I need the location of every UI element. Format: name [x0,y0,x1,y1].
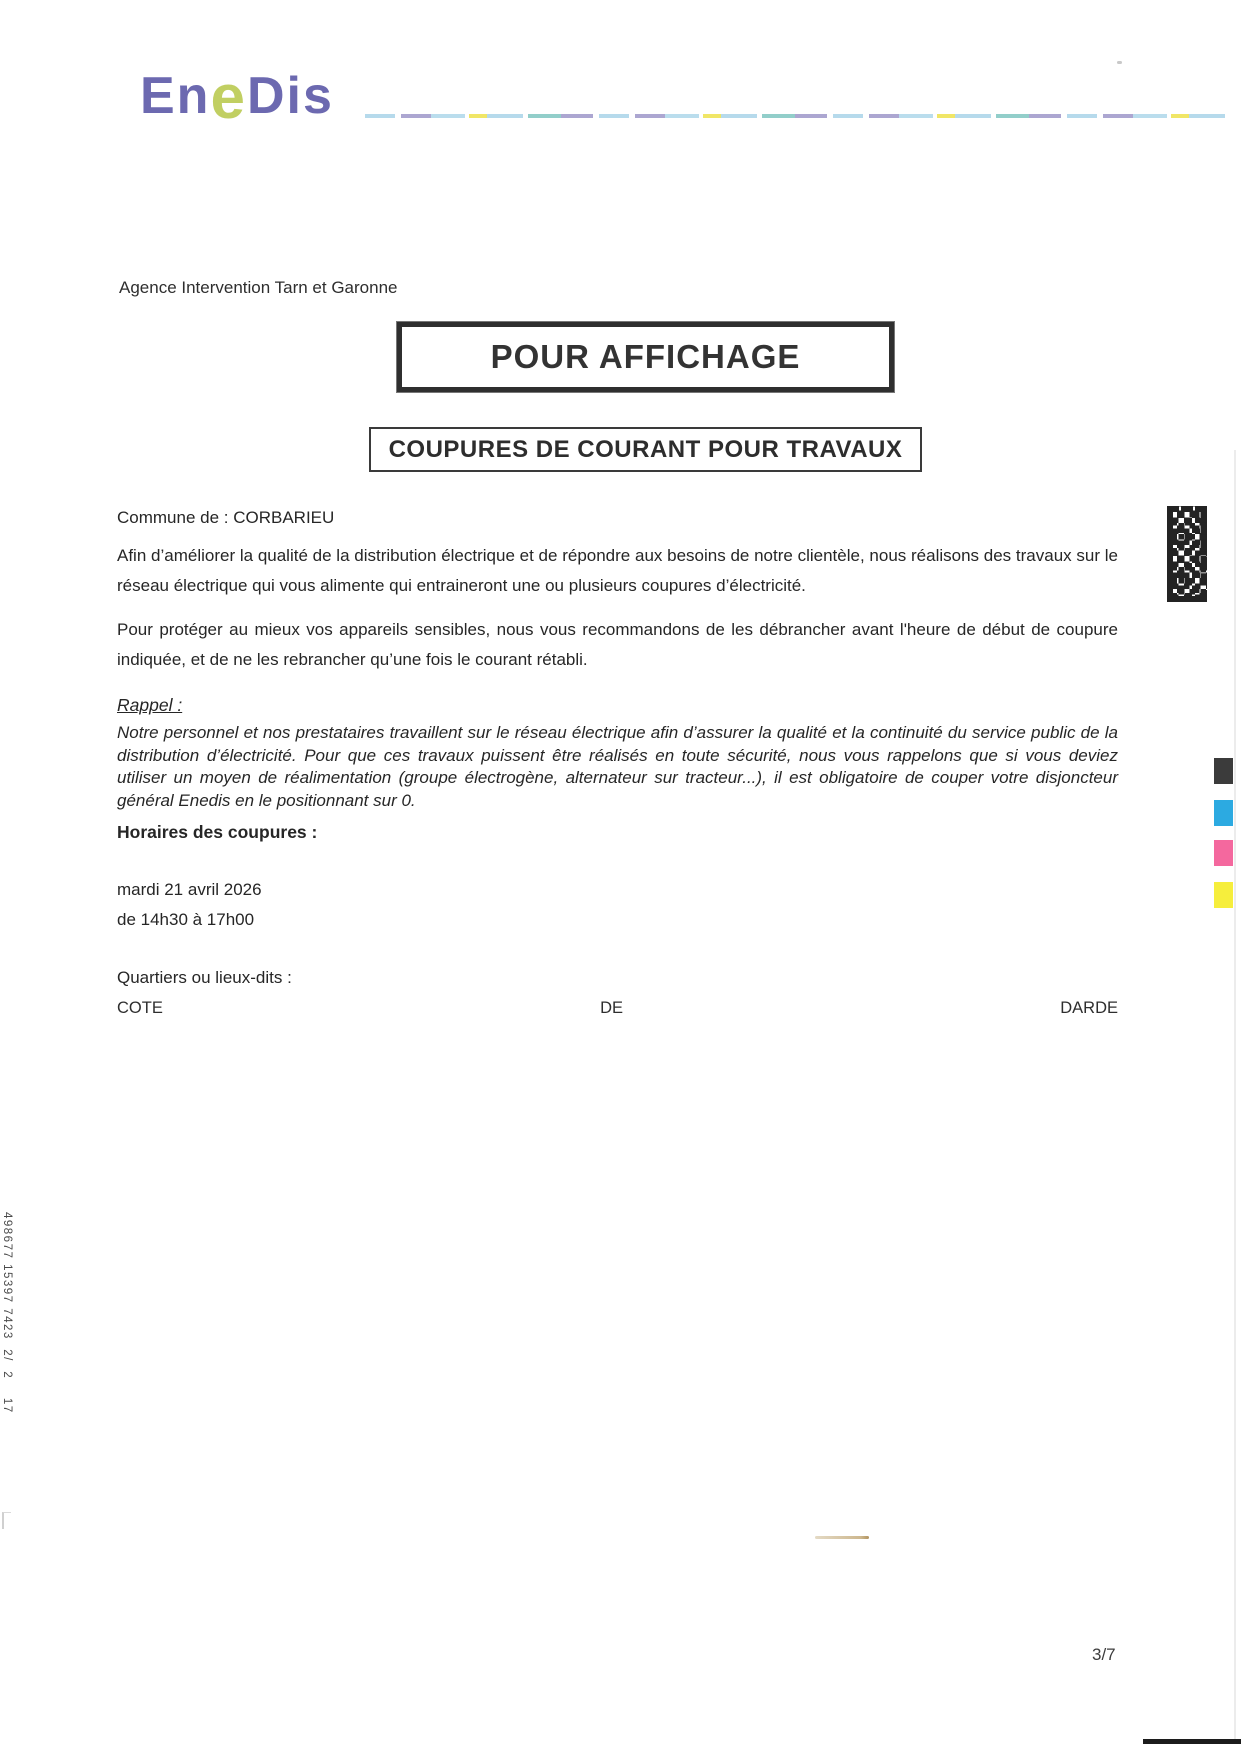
calibration-swatch-yellow [1214,882,1233,908]
agency-name: Agence Intervention Tarn et Garonne [119,278,398,297]
scan-artifact-bottom-line [1143,1739,1241,1744]
calibration-swatch-cyan [1214,800,1233,826]
scan-artifact-left-mark [2,1512,11,1529]
calibration-swatch-black [1214,758,1233,784]
scan-artifact-speck [1117,61,1122,64]
advice-paragraph: Pour protéger au mieux vos appareils sensibles, nous vous recommandons de les débrancher avant l'heure de début de coupure indiquée, et de ne les rebrancher qu’une fois le courant rétabli. [117,620,1118,669]
enedis-logo-green-e: e [210,63,247,132]
affichage-banner: POUR AFFICHAGE [397,322,894,392]
quartier-name: DARDE [1060,999,1118,1017]
page-number: 3/7 [1092,1645,1116,1664]
enedis-logo-text-left: En [140,67,211,125]
commune-line: Commune de : CORBARIEU [117,508,335,527]
datamatrix-code [1167,506,1207,602]
enedis-logo [140,62,334,133]
edge-print-code: 498677 15397 7423 2/ 2 17 [1,1212,13,1414]
enedis-logo-text-right: Dis [246,67,334,125]
quartier-name: COTE [117,999,163,1017]
quartiers-row [117,999,1118,1018]
outage-date: mardi 21 avril 2026 [117,880,262,899]
rappel-paragraph: Notre personnel et nos prestataires travaillent sur le réseau électrique afin d’assurer la qualité et la continuité du service public de la distribution d’électricité. Pour que ces travaux puissent être réalisés en toute sécurité, nous vous rappelons que si vous deviez utiliser un moyen de réalimentation (groupe électrogène, alternateur sur tracteur...), il est obligatoire de couper votre disjoncteur général Enedis en le positionnant sur 0. [117,723,1118,810]
horaires-heading: Horaires des coupures : [117,822,318,842]
scan-artifact-tan-dash [815,1536,869,1539]
coupures-banner: COUPURES DE COURANT POUR TRAVAUX [369,427,922,472]
quartier-name: DE [600,999,623,1017]
rappel-heading: Rappel : [117,695,183,715]
quartiers-heading: Quartiers ou lieux-dits : [117,968,292,987]
intro-paragraph: Afin d’améliorer la qualité de la distribution électrique et de répondre aux besoins de notre clientèle, nous réalisons des travaux sur le réseau électrique qui vous alimente qui entraineront une ou plusieurs coupures d’électricité. [117,546,1118,595]
header-dashed-rule [365,114,1229,118]
calibration-swatch-magenta [1214,840,1233,866]
outage-time: de 14h30 à 17h00 [117,910,255,929]
scan-artifact-right-line [1234,450,1236,1740]
